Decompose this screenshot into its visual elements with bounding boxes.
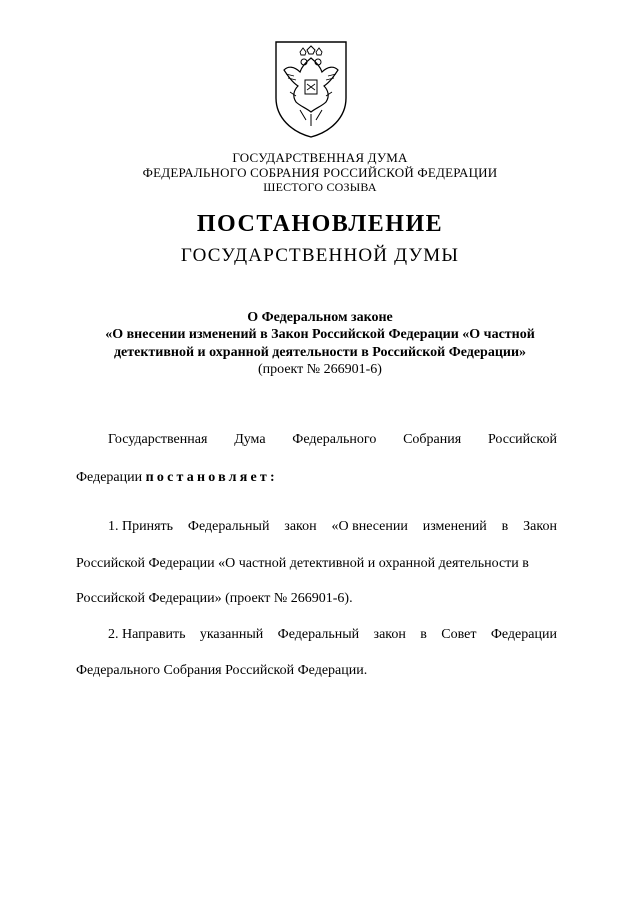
word: Федеральный <box>277 627 360 642</box>
subject-line1: О Федеральном законе <box>247 310 393 325</box>
word: Совет <box>441 627 477 642</box>
word: Государственная <box>108 432 208 447</box>
word: Закон <box>523 519 557 534</box>
paragraph2-line1 <box>108 518 557 536</box>
word: Собрания <box>403 432 462 447</box>
word: закон <box>373 627 406 642</box>
paragraph3-line1 <box>108 626 557 644</box>
resolves-verb: постановляет: <box>145 470 278 485</box>
subject-line3: детективной и охранной деятельности в Российской Федерации» <box>113 345 527 360</box>
document-title: ПОСТАНОВЛЕНИЕ <box>196 211 444 237</box>
word: в <box>420 627 427 642</box>
document-subtitle: ГОСУДАРСТВЕННОЙ ДУМЫ <box>180 245 460 266</box>
word: Федерального <box>292 432 377 447</box>
coat-of-arms-emblem <box>270 36 352 140</box>
org-name-line1: ГОСУДАРСТВЕННАЯ ДУМА <box>232 150 408 165</box>
paragraph1-line1 <box>108 431 557 449</box>
word: указанный <box>199 627 264 642</box>
word: в <box>501 519 509 534</box>
subject-project-number: (проект № 266901-6) <box>258 362 382 377</box>
convocation-label: ШЕСТОГО СОЗЫВА <box>263 180 377 194</box>
org-name-line2: ФЕДЕРАЛЬНОГО СОБРАНИЯ РОССИЙСКОЙ ФЕДЕРАЦИИ <box>142 165 498 180</box>
paragraph1-line2 <box>76 469 557 487</box>
paragraph2-line2: Российской Федерации «О частной детективной и охранной деятельности в <box>76 556 529 571</box>
paragraph2-line3: Российской Федерации» (проект № 266901-6). <box>76 591 353 606</box>
word: 2. Направить <box>108 627 186 642</box>
word: Дума <box>234 432 266 447</box>
paragraph3-line2: Федерального Собрания Российской Федерации. <box>76 663 368 678</box>
word: Федеральный <box>187 519 270 534</box>
word: Российской <box>487 432 557 447</box>
word: изменений <box>422 519 487 534</box>
word: «О внесении <box>331 519 408 534</box>
word: закон <box>284 519 317 534</box>
word: 1. Принять <box>108 519 174 534</box>
word: Федерации <box>76 470 143 485</box>
word: Федерации <box>490 627 557 642</box>
subject-line2: «О внесении изменений в Закон Российской Федерации «О частной <box>105 327 535 342</box>
